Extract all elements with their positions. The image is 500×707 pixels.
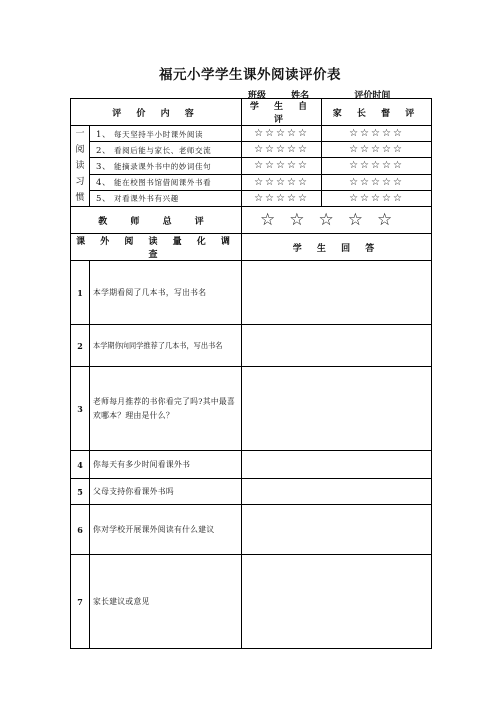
self-rating-stars[interactable]: ☆☆☆☆☆ (242, 190, 322, 206)
answer-cell[interactable] (242, 555, 432, 649)
question-number: 2 (71, 325, 90, 367)
habit-char: 读 (75, 161, 85, 171)
habit-char: 惯 (75, 193, 85, 203)
answer-cell[interactable] (242, 479, 432, 505)
habit-row (71, 126, 432, 142)
habit-row (71, 174, 432, 190)
question-text: 你每天有多少时间看课外书 (90, 451, 242, 479)
eval-time-label: 评价时间 (354, 91, 391, 101)
question-text: 你对学校开展课外阅读有什么建议 (90, 505, 242, 555)
header-self-eval: 学 生 自 评 (242, 99, 322, 126)
habit-item (90, 142, 242, 158)
teacher-summary-row (71, 207, 432, 234)
header-parent-eval: 家 长 督 评 (322, 99, 432, 126)
reading-habit-label (71, 126, 90, 207)
habit-char: 阅 (75, 145, 85, 155)
habit-row (71, 190, 432, 206)
habit-char: 一 (75, 129, 85, 139)
habit-row (71, 142, 432, 158)
habit-item (90, 158, 242, 174)
self-rating-stars[interactable]: ☆☆☆☆☆ (242, 126, 322, 142)
habit-item-text: 看阅后能与家长、老师交流 (114, 145, 212, 155)
habit-item-num: 1、 (96, 129, 112, 140)
evaluation-table (70, 98, 432, 649)
habit-item (90, 126, 242, 142)
survey-row (71, 451, 432, 479)
question-number: 7 (71, 555, 90, 649)
habit-item-num: 3、 (96, 161, 112, 172)
question-number: 3 (71, 367, 90, 451)
survey-row (71, 261, 432, 325)
teacher-summary-stars[interactable]: ☆☆☆☆☆ (242, 207, 432, 234)
habit-item-num: 2、 (96, 145, 112, 156)
class-label: 班级 (248, 91, 267, 101)
question-number: 1 (71, 261, 90, 325)
parent-rating-stars[interactable]: ☆☆☆☆☆ (322, 126, 432, 142)
habit-item (90, 174, 242, 190)
survey-header-row (71, 234, 432, 261)
teacher-summary-label: 教 师 总 评 (71, 207, 242, 234)
question-text: 家长建议或意见 (90, 555, 242, 649)
habit-item-text: 能在校图书馆借阅课外书看 (114, 178, 212, 188)
page-title: 福元小学学生课外阅读评价表 (159, 67, 341, 83)
survey-row (71, 479, 432, 505)
name-label: 姓名 (291, 91, 310, 101)
student-answer-header: 学 生 回 答 (242, 234, 432, 261)
habit-item-text: 每天坚持半小时课外阅读 (114, 129, 204, 139)
question-number: 6 (71, 505, 90, 555)
question-text: 本学期你向同学推荐了几本书，写出书名 (90, 325, 242, 367)
self-rating-stars[interactable]: ☆☆☆☆☆ (242, 142, 322, 158)
question-number: 4 (71, 451, 90, 479)
habit-row (71, 158, 432, 174)
answer-cell[interactable] (242, 505, 432, 555)
answer-cell[interactable] (242, 367, 432, 451)
question-text: 父母支持你看课外书吗 (90, 479, 242, 505)
habit-item-text: 对看课外书有兴趣 (114, 194, 179, 204)
answer-cell[interactable] (242, 325, 432, 367)
habit-item-num: 5、 (96, 194, 112, 205)
parent-rating-stars[interactable]: ☆☆☆☆☆ (322, 190, 432, 206)
self-rating-stars[interactable]: ☆☆☆☆☆ (242, 158, 322, 174)
parent-rating-stars[interactable]: ☆☆☆☆☆ (322, 174, 432, 190)
habit-char: 习 (75, 177, 85, 187)
survey-row (71, 555, 432, 649)
header-content: 评 价 内 容 (71, 99, 242, 126)
habit-item-text: 能摘录课外书中的妙词佳句 (114, 161, 212, 171)
survey-header: 课 外 阅 读 量 化 调 查 (71, 234, 242, 261)
habit-item (90, 190, 242, 206)
question-text: 本学期看阅了几本书，写出书名 (90, 261, 242, 325)
answer-cell[interactable] (242, 451, 432, 479)
habit-item-num: 4、 (96, 178, 112, 189)
parent-rating-stars[interactable]: ☆☆☆☆☆ (322, 158, 432, 174)
question-text: 老师每月推荐的书你看完了吗?其中最喜欢哪本？理由是什么？ (90, 367, 242, 451)
eval-header-row (71, 99, 432, 126)
survey-row (71, 505, 432, 555)
parent-rating-stars[interactable]: ☆☆☆☆☆ (322, 142, 432, 158)
self-rating-stars[interactable]: ☆☆☆☆☆ (242, 174, 322, 190)
survey-row (71, 325, 432, 367)
answer-cell[interactable] (242, 261, 432, 325)
question-number: 5 (71, 479, 90, 505)
survey-row (71, 367, 432, 451)
